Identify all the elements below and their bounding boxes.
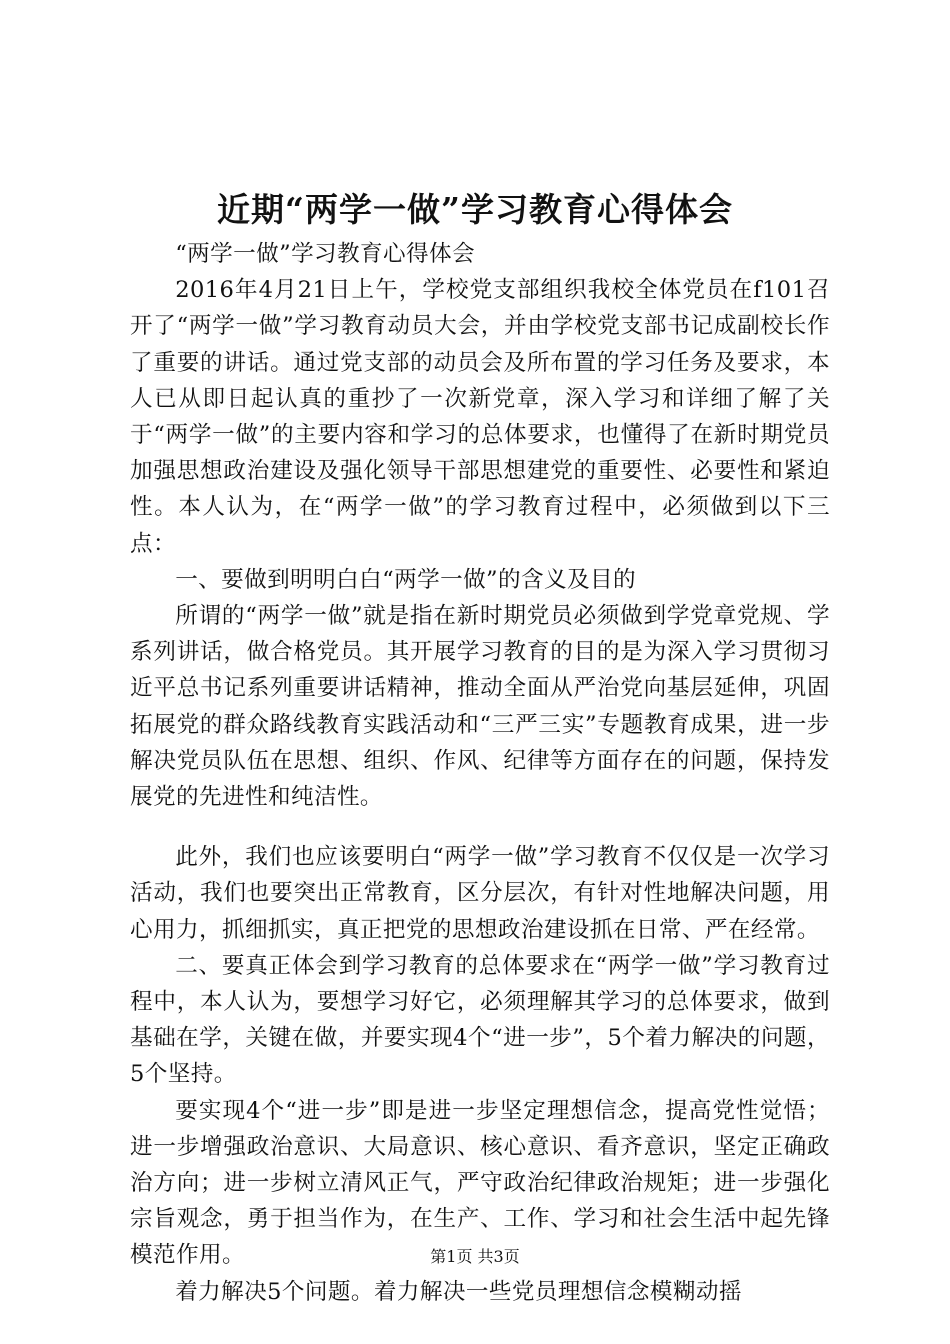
body-paragraph: 要实现4个“进一步”即是进一步坚定理想信念，提高党性觉悟；进一步增强政治意识、大局意识、核心意识、看齐意识，坚定正确政治方向；进一步树立清风正气，严守政治纪律政治规矩；进一步强化宗旨观念，勇于担当作为，在生产、工作、学习和社会生活中起先锋模范作用。 [130, 1097, 830, 1269]
body-paragraph: 所谓的“两学一做”就是指在新时期党员必须做到学党章党规、学系列讲话，做合格党员。其开展学习教育的目的是为深入学习贯彻习近平总书记系列重要讲话精神，推动全面从严治党向基层延伸，巩固拓展党的群众路线教育实践活动和“三严三实”专题教育成果，进一步解决党员队伍在思想、组织、作风、纪律等方面存在的问题，保持发展党的先进性和纯洁性。 [130, 603, 830, 811]
section-heading: 二、要真正体会到学习教育的总体要求在“两学一做”学习教育过程中，本人认为，要想学习好它，必须理解其学习的总体要求，做到基础在学，关键在做，并要实现4个“进一步”，5个着力解决的问题，5个坚持。 [130, 952, 830, 1088]
page-footer: 第1页 共3页 [430, 1247, 520, 1266]
body-paragraph: 着力解决5个问题。着力解决一些党员理想信念模糊动摇 [175, 1278, 742, 1305]
body-paragraph: 2016年4月21日上午，学校党支部组织我校全体党员在f101召开了“两学一做”学习教育动员大会，并由学校党支部书记成副校长作了重要的讲话。通过党支部的动员会及所布置的学习任务及要求，本人已从即日起认真的重抄了一次新党章，深入学习和详细了解了关于“两学一做”的主要内容和学习的总体要求，也懂得了在新时期党员加强思想政治建设及强化领导干部思想建党的重要性、必要性和紧迫性。本人认为，在“两学一做”的学习教育过程中，必须做到以下三点： [130, 277, 830, 557]
document-title: 近期“两学一做”学习教育心得体会 [217, 190, 733, 229]
section-heading: 一、要做到明明白白“两学一做”的含义及目的 [175, 566, 636, 593]
document-body [130, 236, 830, 1310]
body-paragraph: “两学一做”学习教育心得体会 [175, 241, 476, 267]
body-paragraph: 此外，我们也应该要明白“两学一做”学习教育不仅仅是一次学习活动，我们也要突出正常教育，区分层次，有针对性地解决问题，用心用力，抓细抓实，真正把党的思想政治建设抓在日常、严在经常。 [130, 844, 830, 943]
